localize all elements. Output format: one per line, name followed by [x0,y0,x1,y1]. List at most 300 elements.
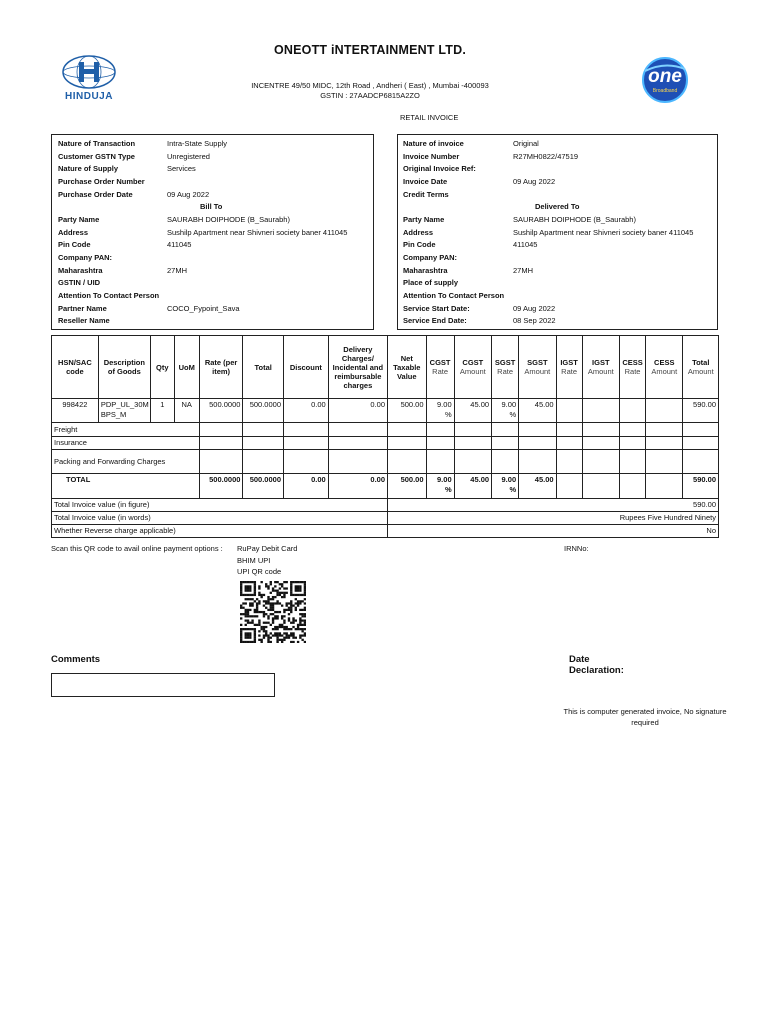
extra-charge-label: Insurance [52,437,200,450]
qr-module [299,600,301,602]
party-key: Attention To Contact Person [403,291,505,300]
qr-module [254,583,256,585]
qr-module [258,630,260,632]
payment-option: RuPay Debit Card [237,544,298,553]
qr-module [267,637,269,639]
col-total-amount [683,336,719,399]
qr-module [304,628,306,630]
qr-module [265,630,267,632]
qr-module [297,602,299,604]
qr-module [299,622,301,624]
qr-module [297,581,299,583]
qr-module [281,583,283,585]
qr-module [301,619,303,621]
col-subtitle: Rate [561,367,577,376]
qr-module [272,598,274,600]
info-value: Services [167,164,196,173]
qr-module [265,632,267,634]
qr-module [286,634,288,636]
qr-module [286,605,288,607]
qr-module [247,632,249,634]
qr-module [254,641,256,643]
qr-module [247,590,249,592]
col-cess-amount [646,336,683,399]
qr-module [270,583,272,585]
declaration-label: Declaration: [569,665,624,676]
col-cess-rate [620,336,646,399]
summary-value: No [388,525,719,538]
party-key: Party Name [403,215,445,224]
qr-module [281,592,283,594]
qr-module [283,626,285,628]
qr-module [247,619,249,621]
qr-module [295,594,297,596]
qr-module [267,585,269,587]
qr-module [274,617,276,619]
col-sgst-rate [492,336,519,399]
comments-label: Comments [51,654,101,665]
qr-module [304,594,306,596]
qr-module [279,632,281,634]
qr-module [299,628,301,630]
qr-module [304,583,306,585]
qr-module [240,624,242,626]
qr-module [276,637,278,639]
info-key: Original Invoice Ref: [403,164,476,173]
party-key: Pin Code [403,240,436,249]
col-title: CESS [654,358,675,367]
qr-module [290,628,292,630]
qr-module [299,590,301,592]
party-value: 27MH [513,266,534,275]
qr-module [247,628,249,630]
qr-module [276,602,278,604]
extra-charge-label: Packing and Forwarding Charges [52,450,200,474]
qr-module [254,585,256,587]
qr-module [299,617,301,619]
qr-module [263,594,265,596]
qr-module [249,587,251,589]
qr-module [260,581,262,583]
qr-module [260,594,262,596]
qr-module [260,596,262,598]
qr-module [274,596,276,598]
qr-module [254,628,256,630]
qr-module [272,617,274,619]
info-key: Invoice Number [403,152,460,161]
qr-module [247,587,249,589]
qr-module [254,632,256,634]
qr-module [254,639,256,641]
qr-module [263,622,265,624]
table-row [52,450,719,474]
document-title: RETAIL INVOICE [400,113,459,122]
qr-module [297,641,299,643]
qr-module [256,609,258,611]
qr-module [292,622,294,624]
col-subtitle: Amount [524,367,551,376]
qr-module [290,594,292,596]
col-net-taxable: Net Taxable Value [388,336,427,399]
item-cgst-rate: 9.00 % [426,399,454,423]
qr-module [258,594,260,596]
info-key: Nature of invoice [403,139,464,148]
qr-module [304,602,306,604]
qr-module [272,622,274,624]
qr-module [276,600,278,602]
item-description: PDP_UL_30M BPS_M [98,399,150,423]
col-title: IGST [592,358,610,367]
qr-module [240,628,242,630]
qr-module [270,637,272,639]
qr-module [276,632,278,634]
qr-module [276,628,278,630]
company-address: INCENTRE 49/50 MIDC, 12th Road , Andheri ( East) , Mumbai -400093 [251,81,489,90]
qr-module [240,585,242,587]
qr-module [279,602,281,604]
irn-label: IRNNo: [564,544,589,553]
qr-module [260,641,262,643]
item-qty: 1 [150,399,174,423]
qr-module [304,613,306,615]
qr-module [290,611,292,613]
item-igst-rate [556,399,582,423]
qr-module [240,630,242,632]
payment-qr-code[interactable] [240,581,306,643]
qr-module [276,590,278,592]
party-key: Pin Code [58,240,91,249]
qr-module [297,587,299,589]
qr-module [286,602,288,604]
qr-module [299,581,301,583]
qr-module [279,624,281,626]
qr-module [242,641,244,643]
item-discount: 0.00 [284,399,329,423]
qr-module [286,587,288,589]
qr-module [304,585,306,587]
col-igst-rate [556,336,582,399]
qr-module [290,605,292,607]
qr-module [265,585,267,587]
qr-instructions: Scan this QR code to avail online payment options : [51,544,223,553]
qr-module [288,609,290,611]
qr-module [270,605,272,607]
qr-module [249,594,251,596]
qr-module [260,628,262,630]
qr-module [251,602,253,604]
qr-module [263,628,265,630]
summary-row [52,499,719,512]
qr-module [240,592,242,594]
qr-module [288,617,290,619]
qr-module [265,613,267,615]
qr-module [283,611,285,613]
qr-module [240,594,242,596]
party-key: Maharashtra [58,266,103,275]
qr-module [283,639,285,641]
qr-module [292,641,294,643]
qr-module [295,598,297,600]
party-value: SAURABH DOIPHODE (B_Saurabh) [513,215,636,224]
qr-module [245,634,247,636]
qr-module [301,630,303,632]
qr-module [242,628,244,630]
col-description: Description of Goods [98,336,150,399]
qr-module [258,592,260,594]
col-title: CGST [429,358,451,367]
qr-module [272,634,274,636]
qr-module [297,590,299,592]
qr-module [270,624,272,626]
party-key: Company PAN: [403,253,458,262]
qr-module [251,622,253,624]
qr-module [304,619,306,621]
item-cess-amount [646,399,683,423]
qr-module [272,605,274,607]
info-value: Intra-State Supply [167,139,228,148]
qr-module [295,602,297,604]
qr-module [254,630,256,632]
qr-module [274,590,276,592]
qr-module [267,622,269,624]
col-discount: Discount [284,336,329,399]
qr-module [258,611,260,613]
qr-module [272,602,274,604]
qr-module [247,594,249,596]
one-logo-text: one [648,66,682,87]
qr-module [301,624,303,626]
qr-module [249,632,251,634]
qr-module [304,581,306,583]
col-subtitle: Rate [624,367,641,376]
qr-module [295,607,297,609]
qr-module [276,615,278,617]
qr-module [281,617,283,619]
qr-module [254,592,256,594]
qr-module [292,626,294,628]
qr-module [274,634,276,636]
qr-module [258,619,260,621]
qr-module [295,590,297,592]
date-label: Date [569,654,590,665]
qr-module [267,639,269,641]
item-cess-rate [620,399,646,423]
qr-module [301,613,303,615]
party-key: Party Name [58,215,100,224]
service-start-date: 09 Aug 2022 [513,304,556,313]
qr-module [242,594,244,596]
table-row [52,437,719,450]
col-uom: UoM [174,336,199,399]
qr-module [288,634,290,636]
col-hsn: HSN/SAC code [52,336,99,399]
qr-module [276,611,278,613]
qr-module [286,628,288,630]
qr-module [288,613,290,615]
qr-module [256,598,258,600]
info-key: Purchase Order Date [58,190,133,199]
total-total: 500.0000 [243,474,284,499]
party-key: Address [58,228,89,237]
qr-module [279,592,281,594]
col-title: Total [692,358,710,367]
one-logo-subtext: Broadband [652,88,678,94]
col-cgst-rate [426,336,454,399]
qr-module [297,628,299,630]
qr-module [290,592,292,594]
qr-module [249,628,251,630]
qr-module [299,613,301,615]
party-value: COCO_Fypoint_Sava [167,304,240,313]
qr-module [299,637,301,639]
qr-module [267,602,269,604]
qr-module [240,617,242,619]
qr-module [245,594,247,596]
qr-module [251,628,253,630]
qr-module [263,611,265,613]
qr-module [292,634,294,636]
qr-module [265,602,267,604]
qr-module [279,587,281,589]
qr-module [267,617,269,619]
qr-module [247,637,249,639]
item-rate: 500.0000 [199,399,243,423]
col-subtitle: Rate [432,367,448,376]
qr-module [274,615,276,617]
qr-module [265,626,267,628]
col-subtitle: Rate [497,367,514,376]
qr-module [281,585,283,587]
qr-module [270,607,272,609]
qr-module [267,641,269,643]
party-key: GSTIN / UID [58,278,101,287]
qr-module [256,615,258,617]
qr-module [281,615,283,617]
qr-module [258,585,260,587]
party-key: Partner Name [58,304,107,313]
qr-module [304,622,306,624]
invoice-number: R27MH0822/47519 [513,152,579,161]
info-key: Purchase Order Number [58,177,145,186]
qr-module [249,637,251,639]
qr-module [260,611,262,613]
party-value: 27MH [167,266,188,275]
qr-module [245,641,247,643]
item-total-amount: 590.00 [683,399,719,423]
qr-module [301,628,303,630]
qr-module [254,581,256,583]
qr-module [249,641,251,643]
qr-module [299,609,301,611]
col-title: CESS [622,358,643,367]
qr-module [276,634,278,636]
qr-module [251,598,253,600]
qr-module [272,596,274,598]
qr-module [292,637,294,639]
qr-module [304,590,306,592]
qr-module [245,585,247,587]
qr-module [274,626,276,628]
invoice-date: 09 Aug 2022 [513,177,556,186]
qr-module [245,590,247,592]
qr-module [258,624,260,626]
qr-module [288,602,290,604]
company-gstin: GSTIN : 27AADCP6815A2ZO [320,91,420,100]
qr-module [270,609,272,611]
col-delivery: Delivery Charges/ Incidental and reimbursable charges [328,336,387,399]
qr-module [240,605,242,607]
qr-module [240,607,242,609]
qr-module [283,592,285,594]
qr-module [254,637,256,639]
qr-module [281,605,283,607]
qr-module [283,622,285,624]
col-title: IGST [560,358,578,367]
party-value: 411045 [167,240,192,249]
qr-module [290,632,292,634]
qr-module [263,637,265,639]
qr-module [290,600,292,602]
qr-module [267,598,269,600]
party-value: SAURABH DOIPHODE (B_Saurabh) [167,215,290,224]
qr-module [288,637,290,639]
party-key: Service End Date: [403,316,467,325]
qr-module [274,611,276,613]
qr-module [263,630,265,632]
qr-module [295,581,297,583]
qr-module [304,634,306,636]
qr-module [283,581,285,583]
item-igst-amount [582,399,619,423]
payment-option: BHIM UPI [237,556,271,565]
qr-module [299,594,301,596]
qr-module [295,587,297,589]
qr-module [299,602,301,604]
qr-module [247,585,249,587]
qr-module [249,605,251,607]
qr-module [292,594,294,596]
qr-module [245,581,247,583]
qr-module [251,619,253,621]
qr-module [279,626,281,628]
qr-module [295,585,297,587]
delivered-to-heading: Delivered To [535,202,580,211]
item-uom: NA [174,399,199,423]
qr-module [247,581,249,583]
qr-module [290,585,292,587]
info-key: Customer GSTN Type [58,152,135,161]
qr-module [283,609,285,611]
qr-module [288,619,290,621]
qr-module [245,598,247,600]
qr-module [263,605,265,607]
qr-module [240,583,242,585]
qr-module [272,590,274,592]
item-net: 500.00 [388,399,427,423]
qr-module [245,637,247,639]
total-sgst-rate: 9.00 % [492,474,519,499]
party-value: 411045 [513,240,538,249]
qr-module [263,626,265,628]
qr-module [279,611,281,613]
party-key: Attention To Contact Person [58,291,160,300]
qr-module [265,600,267,602]
qr-module [297,594,299,596]
qr-module [279,634,281,636]
info-value: Unregistered [167,152,210,161]
qr-module [301,600,303,602]
qr-module [304,607,306,609]
